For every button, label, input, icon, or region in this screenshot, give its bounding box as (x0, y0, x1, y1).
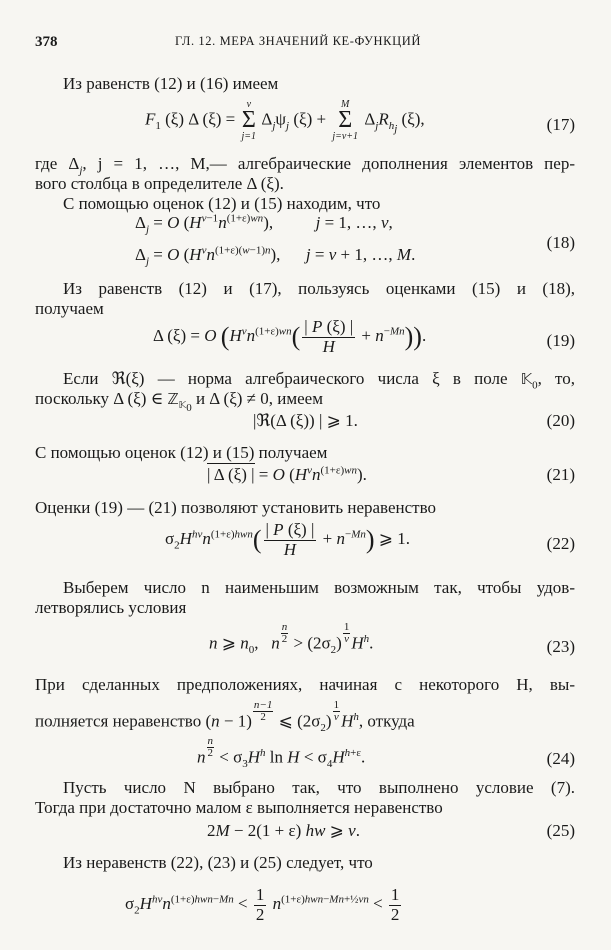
paragraph-9-mid: полняется неравенство (35, 711, 202, 731)
paragraph-1: Из равенств (12) и (16) имеем (63, 74, 279, 93)
paragraph-2-line-1: где $\Delta_j$, j = 1, …, M,— алгебраические дополнения элементов пер- (35, 154, 575, 177)
paragraph-9-line-1: При сделанных предположениях, начиная с некоторого H, вы- (35, 675, 575, 694)
equation-23-body: n ⩾ $n_0$, n $\frac{n}{2}$ > $(2\sigma_2)$ $\frac{1}{v}$ $H^h$. (209, 621, 374, 657)
equation-21 (35, 464, 575, 492)
equation-17-number: (17) (546, 115, 575, 134)
equation-17 (35, 96, 575, 146)
equation-25-body: 2M − 2(1 + ε) hw ⩾ v. (207, 821, 360, 840)
equation-20-body: |ℜ(Δ (ξ)) | ⩾ 1. (253, 411, 358, 430)
field-K0-symbol: 𝕂 (520, 370, 533, 388)
paragraph-5-line-1: Если ℜ(ξ) — норма алгебраического числа ξ в поле 𝕂$_0$, то, (63, 369, 576, 392)
paragraph-5-mid: поскольку Δ (ξ) ∈ (35, 389, 164, 408)
equation-24-body: n $\frac{n}{2}$ < $\sigma_3H^h$ $\ln H < \sigma_4H^{h+\varepsilon}$. (197, 735, 366, 771)
page-header (35, 33, 576, 53)
equation-20-number: (20) (546, 411, 575, 430)
equation-22-number: (22) (546, 534, 575, 553)
paragraph-2-start: где Δ (35, 154, 80, 173)
equation-final-body: $\sigma_2H^{hv}n^{(1+\varepsilon)hwn-Mn}$ < $\frac{1}{2}$ $n^{(1+\varepsilon)hwn-Mn+\frac{1}{2}vn}$ < $\frac{1}{2}$ (125, 885, 400, 924)
running-title: ГЛ. 12. МЕРА ЗНАЧЕНИЙ КЕ-ФУНКЦИЙ (175, 34, 421, 48)
equation-18 (35, 212, 575, 272)
equation-24 (35, 736, 575, 776)
paragraph-10-line-2: Тогда при достаточно малом ε выполняется неравенство (35, 798, 443, 817)
equation-20 (35, 410, 575, 438)
equation-18-number: (18) (546, 233, 575, 252)
equation-25-number: (25) (546, 821, 575, 840)
paragraph-5-start: Если ℜ(ξ) — норма алгебраического числа ξ в поле (63, 369, 508, 388)
equation-22-body: $\sigma_2H^{hv}n^{(1+\varepsilon)hwn}$( $\frac{| P (\xi) |}{H}$ + $n^{-Mn}$) ⩾ 1. (165, 520, 411, 559)
equation-24-number: (24) (546, 749, 575, 768)
equation-25 (35, 820, 575, 848)
paragraph-6: С помощью оценок (12) и (15) получаем (35, 443, 328, 462)
equation-18-line-1: $\Delta_j = O$ $(H^{v-1}n^{(1+\varepsilon)wn})$, j = 1, …, v, (135, 212, 393, 236)
paragraph-11: Из неравенств (22), (23) и (25) следует, что (63, 853, 373, 872)
equation-19-body: Δ (ξ) = O ($H^vn^{(1+\varepsilon)wn}$( $\frac{| P (\xi) |}{H}$ + $n^{-Mn}$)). (153, 317, 427, 356)
page-number: 378 (35, 34, 58, 50)
paragraph-8-line-2: летворялись условия (35, 598, 187, 617)
paragraph-2-rest: , j = 1, …, M,— алгебраические дополнения элементов пер- (82, 154, 575, 173)
paragraph-4-line-2: получаем (35, 299, 104, 318)
equation-17-body: $F_1$ (ξ) Δ (ξ) = v Σ j=1 $\Delta_j\psi_j$ (ξ) + M Σ j=v+1 $\Delta_jR_{h_j}$ (ξ), (145, 99, 425, 142)
equation-23 (35, 622, 575, 668)
equation-final (35, 880, 575, 930)
paragraph-5-tail: и Δ (ξ) ≠ 0, имеем (195, 389, 323, 408)
equation-21-body: | Δ (ξ) | = O $(H^vn^{(1+\varepsilon)wn})$. (207, 464, 367, 484)
paragraph-9-line-2: полняется неравенство (n − 1) $\frac{n-1}{2}$ ⩽ $(2\sigma_2)$ $\frac{1}{v}$ $H^h$, откуда (35, 699, 415, 735)
paragraph-8-line-1: Выберем число n наименьшим возможным так, чтобы удов- (63, 578, 575, 597)
equation-19 (35, 318, 575, 366)
paragraph-9-end: , откуда (358, 711, 415, 731)
equation-21-number: (21) (546, 465, 575, 484)
equation-23-number: (23) (546, 637, 575, 656)
paragraph-5-end: , то, (537, 369, 576, 388)
equation-19-number: (19) (546, 331, 575, 350)
paragraph-10-line-1: Пусть число N выбрано так, что выполнено условие (7). (63, 778, 575, 797)
equation-18-line-2: $\Delta_j = O$ $(H^vn^{(1+\varepsilon)(w-1)n})$, j = v + 1, …, M. (135, 244, 416, 268)
paragraph-3: С помощью оценок (12) и (15) находим, что (63, 194, 381, 213)
paragraph-5-line-2: поскольку Δ (ξ) ∈ ℤ$_{𝕂_0}$ и Δ (ξ) ≠ 0, имеем (35, 389, 323, 415)
equation-22 (35, 521, 575, 569)
paragraph-4-line-1: Из равенств (12) и (17), пользуясь оценками (15) и (18), (63, 279, 575, 298)
paragraph-2-line-2: вого столбца в определителе Δ (ξ). (35, 174, 284, 193)
paragraph-7: Оценки (19) — (21) позволяют установить неравенство (35, 498, 437, 517)
ring-Z-symbol: ℤ (167, 390, 179, 408)
